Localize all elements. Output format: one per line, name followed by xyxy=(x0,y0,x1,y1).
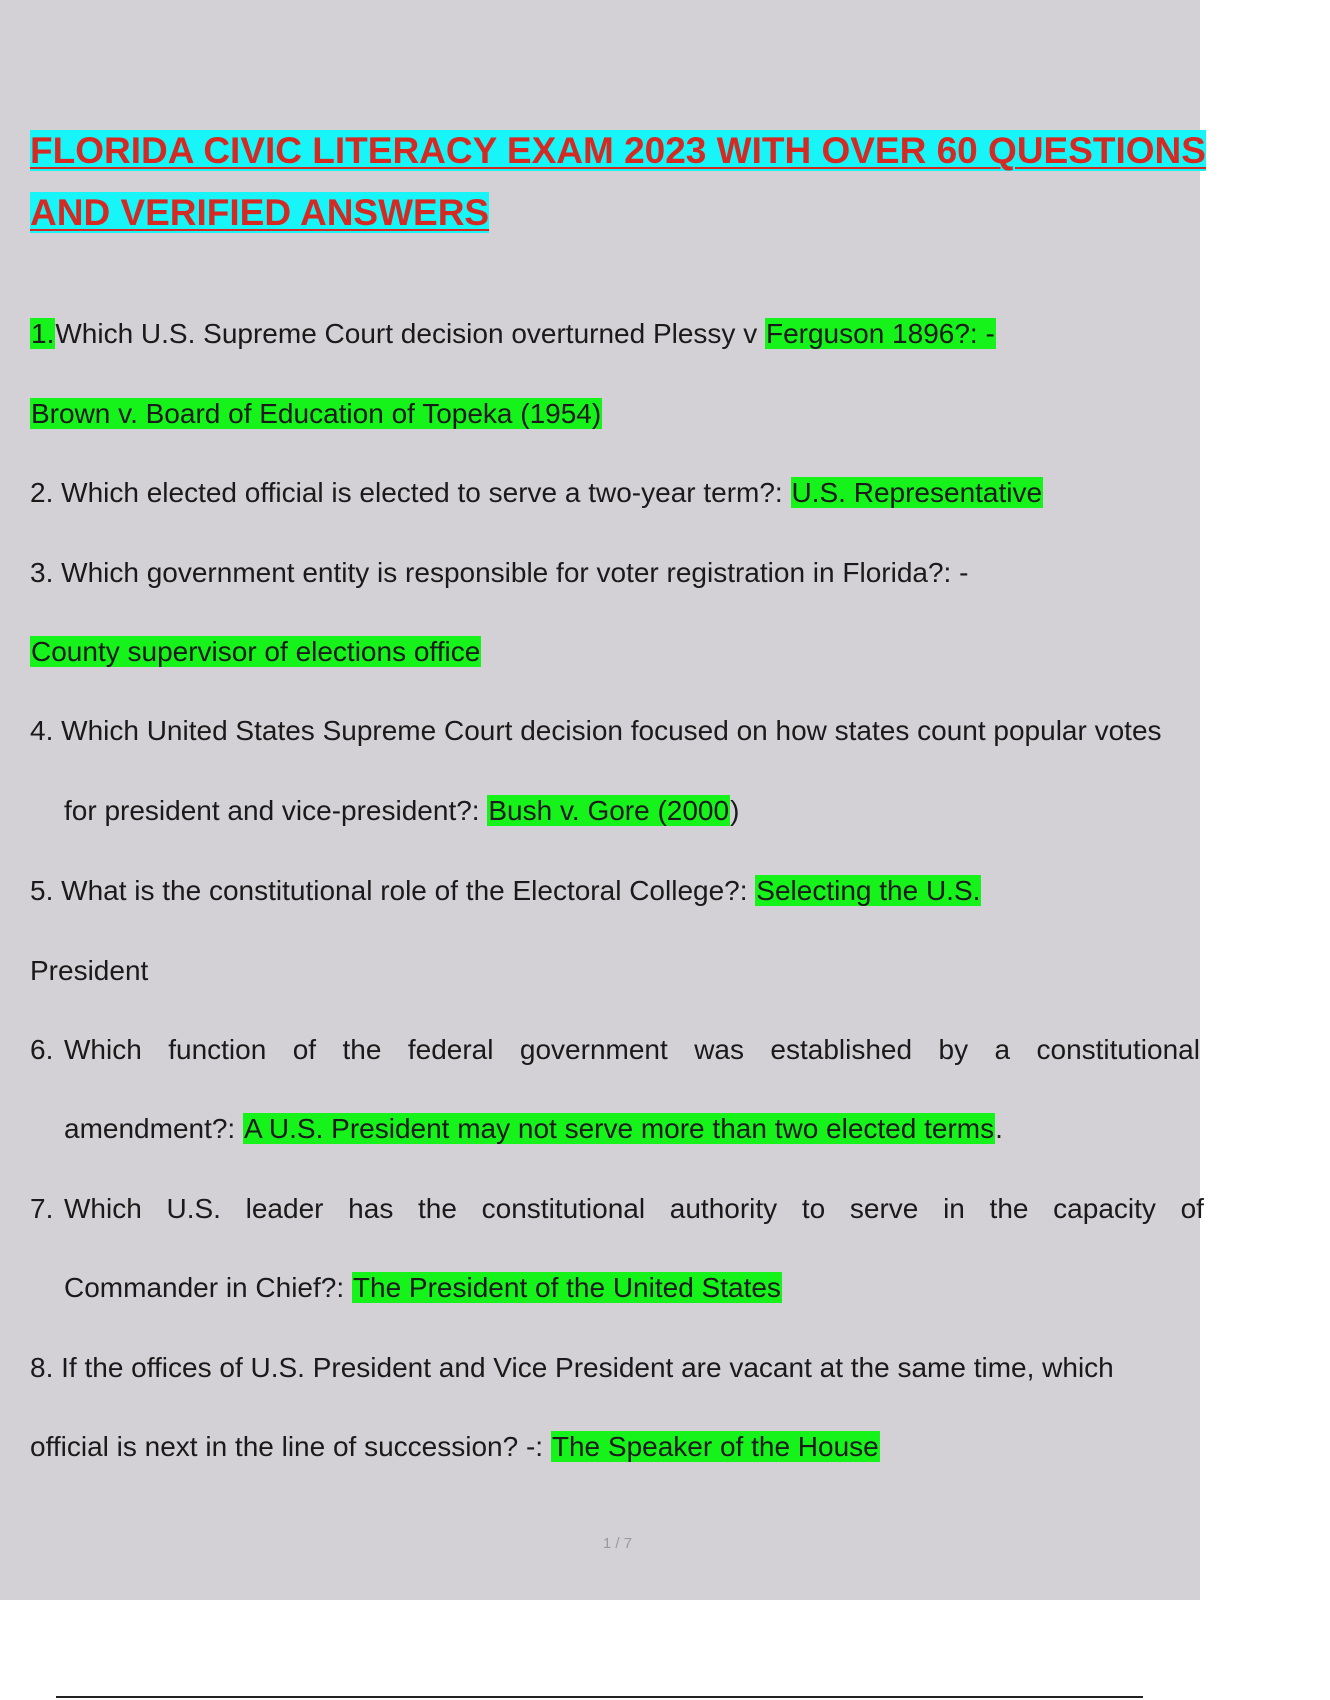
answer-8-text: The Speaker of the House xyxy=(551,1431,879,1462)
question-5-number: 5. xyxy=(30,875,54,906)
question-7-continued xyxy=(64,1268,782,1308)
question-1-text: Which U.S. Supreme Court decision overturned Plessy v xyxy=(55,318,765,349)
question-7-text-2: Commander in Chief?: xyxy=(64,1272,352,1303)
q6-word: the xyxy=(342,1034,382,1065)
title-line-2: AND VERIFIED ANSWERS xyxy=(30,192,490,233)
question-8 xyxy=(30,1348,1114,1388)
question-6-number: 6. xyxy=(30,1034,54,1065)
question-3-number: 3. xyxy=(30,557,54,588)
question-8-text: 8. If the offices of U.S. President and Vice President are vacant at the same time, which xyxy=(30,1352,1114,1383)
page-number: 1 / 7 xyxy=(602,1535,633,1552)
q7-word: authority xyxy=(669,1193,778,1224)
q6-word: government xyxy=(519,1034,668,1065)
question-3 xyxy=(30,553,968,593)
document-title xyxy=(30,120,1330,244)
q6-word: a xyxy=(994,1034,1011,1065)
question-4-text: Which United States Supreme Court decision focused on how states count popular votes xyxy=(61,715,1162,746)
q7-word: constitutional xyxy=(481,1193,646,1224)
question-7 xyxy=(30,1189,53,1229)
answer-6-text: A U.S. President may not serve more than two elected terms xyxy=(244,1113,995,1144)
question-6-text xyxy=(64,1030,1200,1070)
footer-divider xyxy=(56,1696,1143,1698)
question-5-text: What is the constitutional role of the Electoral College?: xyxy=(61,875,756,906)
q7-word: leader xyxy=(245,1193,324,1224)
question-2-number: 2. xyxy=(30,477,54,508)
q7-word: has xyxy=(348,1193,394,1224)
question-8-text-2: official is next in the line of succession? -: xyxy=(30,1431,551,1462)
question-7-text xyxy=(64,1189,1204,1229)
answer-4-close: ) xyxy=(730,795,740,826)
title-line-1: FLORIDA CIVIC LITERACY EXAM 2023 WITH OVER 60 QUESTIONS xyxy=(30,130,1206,171)
question-1-number: 1. xyxy=(31,318,55,349)
question-6-text-2: amendment?: xyxy=(64,1113,243,1144)
question-6-continued xyxy=(64,1109,1003,1149)
question-5 xyxy=(30,871,981,911)
question-8-continued xyxy=(30,1427,880,1467)
question-2-text: Which elected official is elected to serve a two-year term?: xyxy=(61,477,791,508)
q6-word: constitutional xyxy=(1036,1034,1200,1065)
q7-word: in xyxy=(943,1193,965,1224)
q6-word: Which xyxy=(64,1034,142,1065)
question-6 xyxy=(30,1030,53,1070)
q7-word: the xyxy=(418,1193,457,1224)
question-7-number: 7. xyxy=(30,1193,54,1224)
question-4-continued xyxy=(64,791,739,831)
q7-word: U.S. xyxy=(166,1193,221,1224)
q6-word: federal xyxy=(407,1034,494,1065)
question-3-text: Which government entity is responsible for voter registration in Florida?: - xyxy=(61,557,969,588)
q6-word: was xyxy=(694,1034,744,1065)
answer-5-text-2: President xyxy=(30,955,149,986)
question-2 xyxy=(30,473,1043,513)
question-4-number: 4. xyxy=(30,715,54,746)
q7-word: Which xyxy=(64,1193,142,1224)
q7-word: of xyxy=(1180,1193,1204,1224)
answer-5-continued xyxy=(30,951,148,991)
answer-7-text: The President of the United States xyxy=(352,1272,781,1303)
answer-3 xyxy=(30,632,481,672)
q7-word: capacity xyxy=(1053,1193,1156,1224)
q6-word: function xyxy=(168,1034,267,1065)
q7-word: serve xyxy=(849,1193,919,1224)
q7-word: the xyxy=(989,1193,1029,1224)
q6-word: of xyxy=(292,1034,317,1065)
answer-6-close: . xyxy=(995,1113,1003,1144)
answer-3-text: County supervisor of elections office xyxy=(31,636,481,667)
answer-2-text: U.S. Representative xyxy=(791,477,1043,508)
answer-1 xyxy=(30,394,602,434)
answer-1-text: Brown v. Board of Education of Topeka (1954) xyxy=(31,398,602,429)
q6-word: established xyxy=(770,1034,913,1065)
q6-word: by xyxy=(938,1034,969,1065)
answer-5-text: Selecting the U.S. xyxy=(756,875,981,906)
answer-4-text: Bush v. Gore (2000 xyxy=(488,795,730,826)
question-4 xyxy=(30,711,1162,751)
question-4-text-2: for president and vice-president?: xyxy=(64,795,488,826)
question-1-highlight: Ferguson 1896?: - xyxy=(765,318,995,349)
question-1 xyxy=(30,314,996,354)
q7-word: to xyxy=(801,1193,826,1224)
